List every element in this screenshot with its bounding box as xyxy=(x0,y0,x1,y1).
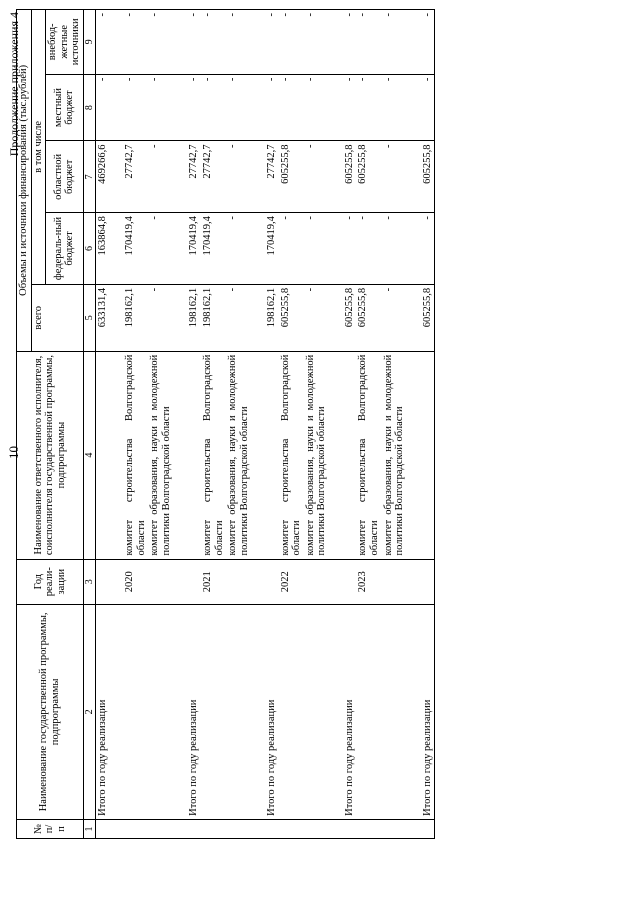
spacer-cell xyxy=(251,819,265,838)
cell-extra: - xyxy=(343,10,357,75)
header-total: всего xyxy=(31,284,83,351)
spacer-cell xyxy=(407,351,421,559)
cell-federal: - xyxy=(226,213,251,285)
table-row xyxy=(382,10,407,839)
table-body xyxy=(95,10,434,839)
cell-extra: - xyxy=(279,10,304,75)
spacer-cell xyxy=(251,10,265,75)
table-row xyxy=(304,10,329,839)
cell-federal: 170419,4 xyxy=(265,213,279,285)
cell-no xyxy=(356,819,381,838)
spacer-cell xyxy=(173,351,187,559)
spacer-cell xyxy=(251,559,265,604)
cell-regional: - xyxy=(304,141,329,213)
cell-local: - xyxy=(95,74,109,141)
cell-total: 605255,8 xyxy=(356,284,381,351)
spacer-cell xyxy=(173,819,187,838)
cell-year xyxy=(148,559,173,604)
cell-regional: 27742,7 xyxy=(123,141,148,213)
cell-executor: комитет строительства Волгоградской области xyxy=(123,351,148,559)
cell-regional: - xyxy=(148,141,173,213)
cell-no xyxy=(265,819,279,838)
cell-program xyxy=(148,604,173,819)
cell-year xyxy=(187,559,201,604)
cell-program xyxy=(201,604,226,819)
spacer-cell xyxy=(407,74,421,141)
cell-extra: - xyxy=(382,10,407,75)
cell-total: - xyxy=(148,284,173,351)
cell-year xyxy=(304,559,329,604)
table-row xyxy=(148,10,173,839)
cell-federal: - xyxy=(356,213,381,285)
table-row xyxy=(95,10,109,839)
spacer-cell xyxy=(407,559,421,604)
cell-year: 2022 xyxy=(279,559,304,604)
cell-program: Итого по году реализации xyxy=(265,604,279,819)
spacer-cell xyxy=(329,74,343,141)
table-row xyxy=(187,10,201,839)
spacer-cell xyxy=(251,141,265,213)
column-index-cell: 1 xyxy=(83,819,95,838)
cell-extra: - xyxy=(265,10,279,75)
cell-local: - xyxy=(123,74,148,141)
table-row xyxy=(421,10,435,839)
cell-year xyxy=(421,559,435,604)
cell-regional: 27742,7 xyxy=(201,141,226,213)
cell-total: 198162,1 xyxy=(201,284,226,351)
cell-executor xyxy=(187,351,201,559)
spacer-cell xyxy=(407,213,421,285)
cell-federal: 170419,4 xyxy=(187,213,201,285)
column-index-cell: 6 xyxy=(83,213,95,285)
spacer-cell xyxy=(173,10,187,75)
cell-regional: 605255,8 xyxy=(279,141,304,213)
header-regional: областной бюджет xyxy=(46,141,84,213)
table-spacer-row xyxy=(109,10,123,839)
header-year: Год реали-зации xyxy=(17,559,84,604)
cell-local: - xyxy=(421,74,435,141)
column-index-cell: 9 xyxy=(83,10,95,75)
cell-program: Итого по году реализации xyxy=(421,604,435,819)
spacer-cell xyxy=(251,213,265,285)
cell-federal: - xyxy=(382,213,407,285)
spacer-cell xyxy=(329,284,343,351)
cell-federal: - xyxy=(148,213,173,285)
cell-program: Итого по году реализации xyxy=(187,604,201,819)
cell-total: - xyxy=(304,284,329,351)
table-header xyxy=(17,10,96,839)
cell-no xyxy=(226,819,251,838)
table-row xyxy=(226,10,251,839)
cell-executor xyxy=(265,351,279,559)
spacer-cell xyxy=(109,10,123,75)
column-index-cell: 7 xyxy=(83,141,95,213)
spacer-cell xyxy=(329,559,343,604)
cell-no xyxy=(201,819,226,838)
cell-executor: комитет строительства Волгоградской области xyxy=(356,351,381,559)
cell-extra: - xyxy=(201,10,226,75)
cell-total: 605255,8 xyxy=(421,284,435,351)
cell-year: 2023 xyxy=(356,559,381,604)
cell-extra: - xyxy=(356,10,381,75)
spacer-cell xyxy=(407,819,421,838)
spacer-cell xyxy=(109,819,123,838)
table-row xyxy=(201,10,226,839)
cell-local: - xyxy=(148,74,173,141)
spacer-cell xyxy=(329,213,343,285)
spacer-cell xyxy=(109,284,123,351)
cell-executor: комитет образования, науки и молодежной политики Волгоградской области xyxy=(382,351,407,559)
cell-program xyxy=(356,604,381,819)
cell-no xyxy=(148,819,173,838)
cell-total: 605255,8 xyxy=(343,284,357,351)
cell-program xyxy=(226,604,251,819)
spacer-cell xyxy=(109,74,123,141)
column-index-cell: 2 xyxy=(83,604,95,819)
header-no: № п/п xyxy=(17,819,84,838)
table-row xyxy=(279,10,304,839)
spacer-cell xyxy=(109,351,123,559)
spacer-cell xyxy=(251,284,265,351)
cell-year xyxy=(265,559,279,604)
header-program: Наименование государственной программы, подпрограммы xyxy=(17,604,84,819)
cell-no xyxy=(382,819,407,838)
cell-program xyxy=(279,604,304,819)
spacer-cell xyxy=(329,604,343,819)
cell-local: - xyxy=(382,74,407,141)
cell-extra: - xyxy=(148,10,173,75)
cell-year: 2021 xyxy=(201,559,226,604)
cell-total: - xyxy=(226,284,251,351)
cell-program: Итого по году реализации xyxy=(343,604,357,819)
spacer-cell xyxy=(407,284,421,351)
table-row xyxy=(343,10,357,839)
header-extra: внебюд-жетные источники xyxy=(46,10,84,75)
cell-year: 2020 xyxy=(123,559,148,604)
spacer-cell xyxy=(173,213,187,285)
cell-extra: - xyxy=(123,10,148,75)
cell-local: - xyxy=(279,74,304,141)
cell-total: 198162,1 xyxy=(187,284,201,351)
spacer-cell xyxy=(173,604,187,819)
table-row xyxy=(356,10,381,839)
column-index-cell: 4 xyxy=(83,351,95,559)
cell-no xyxy=(279,819,304,838)
cell-executor xyxy=(343,351,357,559)
cell-local: - xyxy=(226,74,251,141)
table-spacer-row xyxy=(251,10,265,839)
cell-local: - xyxy=(201,74,226,141)
cell-program: Итого по году реализации xyxy=(95,604,109,819)
spacer-cell xyxy=(173,74,187,141)
cell-extra: - xyxy=(421,10,435,75)
cell-federal: - xyxy=(279,213,304,285)
appendix-continuation-label: Продолжение приложения 4 xyxy=(7,12,21,157)
cell-local: - xyxy=(187,74,201,141)
spacer-cell xyxy=(329,351,343,559)
spacer-cell xyxy=(109,141,123,213)
cell-extra: - xyxy=(95,10,109,75)
cell-total: - xyxy=(382,284,407,351)
spacer-cell xyxy=(173,284,187,351)
cell-total: 198162,1 xyxy=(265,284,279,351)
spacer-cell xyxy=(173,559,187,604)
cell-executor: комитет строительства Волгоградской области xyxy=(201,351,226,559)
spacer-cell xyxy=(109,213,123,285)
spacer-cell xyxy=(251,74,265,141)
cell-year xyxy=(343,559,357,604)
cell-executor: комитет образования, науки и молодежной политики Волгоградской области xyxy=(148,351,173,559)
cell-program xyxy=(382,604,407,819)
cell-regional: 605255,8 xyxy=(343,141,357,213)
spacer-cell xyxy=(407,604,421,819)
header-local: местный бюджет xyxy=(46,74,84,141)
spacer-cell xyxy=(251,604,265,819)
header-volumes: Объемы и источники финансирования (тыс.рублей) xyxy=(17,10,32,352)
table-spacer-row xyxy=(173,10,187,839)
spacer-cell xyxy=(329,141,343,213)
cell-year xyxy=(382,559,407,604)
spacer-cell xyxy=(251,351,265,559)
column-index-cell: 8 xyxy=(83,74,95,141)
cell-year xyxy=(95,559,109,604)
cell-federal: 170419,4 xyxy=(123,213,148,285)
spacer-cell xyxy=(407,141,421,213)
cell-total: 633131,4 xyxy=(95,284,109,351)
cell-federal: - xyxy=(421,213,435,285)
table-row xyxy=(123,10,148,839)
spacer-cell xyxy=(329,10,343,75)
cell-no xyxy=(123,819,148,838)
cell-executor: комитет образования, науки и молодежной политики Волгоградской области xyxy=(304,351,329,559)
cell-extra: - xyxy=(226,10,251,75)
table-row xyxy=(265,10,279,839)
column-index-cell: 3 xyxy=(83,559,95,604)
page-number: 10 xyxy=(6,446,21,459)
cell-federal: 163864,8 xyxy=(95,213,109,285)
cell-year xyxy=(226,559,251,604)
column-index-row xyxy=(83,10,95,839)
spacer-cell xyxy=(173,141,187,213)
cell-executor: комитет строительства Волгоградской области xyxy=(279,351,304,559)
header-federal: федераль-ный бюджет xyxy=(46,213,84,285)
cell-no xyxy=(304,819,329,838)
cell-executor: комитет образования, науки и молодежной политики Волгоградской области xyxy=(226,351,251,559)
cell-total: 198162,1 xyxy=(123,284,148,351)
spacer-cell xyxy=(109,604,123,819)
cell-extra: - xyxy=(187,10,201,75)
cell-no xyxy=(95,819,109,838)
financing-table xyxy=(16,9,435,839)
cell-federal: 170419,4 xyxy=(201,213,226,285)
cell-regional: 27742,7 xyxy=(265,141,279,213)
cell-local: - xyxy=(343,74,357,141)
cell-local: - xyxy=(356,74,381,141)
cell-executor xyxy=(95,351,109,559)
cell-federal: - xyxy=(343,213,357,285)
cell-local: - xyxy=(304,74,329,141)
cell-program xyxy=(123,604,148,819)
cell-no xyxy=(187,819,201,838)
cell-regional: 605255,8 xyxy=(356,141,381,213)
table-spacer-row xyxy=(329,10,343,839)
cell-executor xyxy=(421,351,435,559)
cell-no xyxy=(421,819,435,838)
table-spacer-row xyxy=(407,10,421,839)
cell-program xyxy=(304,604,329,819)
column-index-cell: 5 xyxy=(83,284,95,351)
cell-local: - xyxy=(265,74,279,141)
cell-federal: - xyxy=(304,213,329,285)
cell-no xyxy=(343,819,357,838)
cell-regional: - xyxy=(226,141,251,213)
spacer-cell xyxy=(109,559,123,604)
header-executor: Наименование ответственного исполнителя, соисполнителя государственной программы, подпрограммы xyxy=(17,351,84,559)
spacer-cell xyxy=(407,10,421,75)
cell-regional: 605255,8 xyxy=(421,141,435,213)
cell-total: 605255,8 xyxy=(279,284,304,351)
cell-regional: 469266,6 xyxy=(95,141,109,213)
cell-regional: - xyxy=(382,141,407,213)
spacer-cell xyxy=(329,819,343,838)
cell-regional: 27742,7 xyxy=(187,141,201,213)
header-including: в том числе xyxy=(31,10,46,285)
cell-extra: - xyxy=(304,10,329,75)
